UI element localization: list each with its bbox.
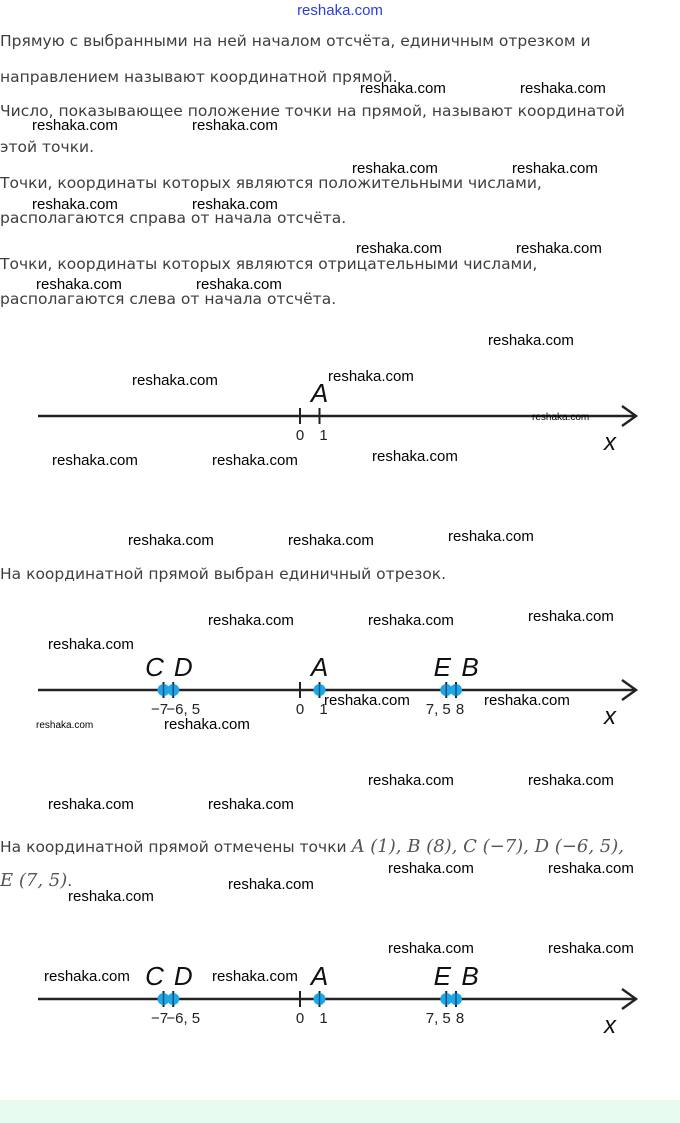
watermark: reshaka.com <box>212 968 298 985</box>
watermark: reshaka.com <box>68 888 154 905</box>
watermark: reshaka.com <box>208 612 294 629</box>
watermark: reshaka.com <box>352 160 438 177</box>
footer-band <box>0 1100 680 1123</box>
tick-label: 0 <box>295 701 305 718</box>
watermark: reshaka.com <box>448 528 534 545</box>
paragraph-text: На координатной прямой отмечены точки <box>0 838 352 856</box>
watermark: reshaka.com <box>512 160 598 177</box>
math-expression: E (7, 5) <box>0 870 68 891</box>
watermark: reshaka.com <box>192 196 278 213</box>
watermark: reshaka.com <box>516 240 602 257</box>
tick-label: −7 <box>150 701 169 718</box>
tick-label: 1 <box>319 427 328 444</box>
point-label: C <box>145 961 164 991</box>
watermark: reshaka.com <box>48 636 134 653</box>
watermark: reshaka.com <box>36 276 122 293</box>
watermark: reshaka.com <box>212 452 298 469</box>
point-label: B <box>461 652 479 682</box>
paragraph-line: располагаются справа от начала отсчёта. <box>0 209 347 227</box>
watermark: reshaka.com <box>196 276 282 293</box>
site-link[interactable]: reshaka.com <box>297 2 383 19</box>
tick-label: 0 <box>295 427 305 444</box>
paragraph-text: . <box>67 872 73 890</box>
watermark: reshaka.com <box>36 720 94 731</box>
watermark: reshaka.com <box>372 448 458 465</box>
site-header <box>0 0 680 22</box>
watermark: reshaka.com <box>528 608 614 625</box>
paragraph-line: На координатной прямой выбран единичный отрезок. <box>0 565 447 583</box>
watermark: reshaka.com <box>520 80 606 97</box>
point-label: C <box>145 652 164 682</box>
watermark: reshaka.com <box>208 796 294 813</box>
watermark: reshaka.com <box>44 968 130 985</box>
tick-label: −7 <box>150 1010 169 1027</box>
watermark: reshaka.com <box>356 240 442 257</box>
paragraph-line <box>0 870 72 891</box>
point-label: B <box>461 961 479 991</box>
paragraph-line <box>0 836 624 857</box>
point-label: D <box>173 961 193 991</box>
axis-label: x <box>604 703 616 730</box>
tick-label: 1 <box>319 1010 328 1027</box>
tick-label: 7, 5 <box>425 701 451 718</box>
point-label: E <box>433 961 451 991</box>
watermark: reshaka.com <box>488 332 574 349</box>
paragraph-line: этой точки. <box>0 138 95 156</box>
watermark: reshaka.com <box>484 692 570 709</box>
axis-label: x <box>604 429 616 456</box>
watermark: reshaka.com <box>368 612 454 629</box>
paragraph-line: Прямую с выбранными на ней началом отсчёта, единичным отрезком и <box>0 32 591 50</box>
watermark: reshaka.com <box>192 117 278 134</box>
watermark: reshaka.com <box>288 532 374 549</box>
tick-label: −6, 5 <box>166 701 201 718</box>
watermark: reshaka.com <box>368 772 454 789</box>
tick-label: −6, 5 <box>166 1010 201 1027</box>
watermark: reshaka.com <box>388 860 474 877</box>
paragraph-line: Число, показывающее положение точки на прямой, называют координатой <box>0 102 625 120</box>
point-label: D <box>173 652 193 682</box>
paragraph-line: располагаются слева от начала отсчёта. <box>0 290 337 308</box>
tick-label: 7, 5 <box>425 1010 451 1027</box>
point-label: A <box>310 961 329 991</box>
watermark: reshaka.com <box>132 372 218 389</box>
watermark: reshaka.com <box>548 940 634 957</box>
paragraph-line: Точки, координаты которых являются отрицательными числами, <box>0 255 538 273</box>
watermark: reshaka.com <box>360 80 446 97</box>
paragraph-line: Точки, координаты которых являются положительными числами, <box>0 174 542 192</box>
watermark: reshaka.com <box>128 532 214 549</box>
watermark: reshaka.com <box>52 452 138 469</box>
tick-label: 8 <box>455 1010 465 1027</box>
watermark: reshaka.com <box>32 117 118 134</box>
point-label: A <box>310 378 329 408</box>
watermark: reshaka.com <box>328 368 414 385</box>
watermark: reshaka.com <box>48 796 134 813</box>
watermark: reshaka.com <box>324 692 410 709</box>
watermark: reshaka.com <box>532 412 590 423</box>
watermark: reshaka.com <box>548 860 634 877</box>
math-expression: A (1), B (8), C (−7), D (−6, 5), <box>351 836 624 857</box>
axis-label: x <box>604 1012 616 1039</box>
tick-label: 1 <box>319 701 328 718</box>
tick-label: 8 <box>455 701 465 718</box>
paragraph-line: направлением называют координатной прямой. <box>0 68 398 86</box>
point-label: A <box>310 652 329 682</box>
tick-label: 0 <box>295 1010 305 1027</box>
watermark: reshaka.com <box>32 196 118 213</box>
watermark: reshaka.com <box>164 716 250 733</box>
watermark: reshaka.com <box>228 876 314 893</box>
point-label: E <box>433 652 451 682</box>
watermark: reshaka.com <box>388 940 474 957</box>
watermark: reshaka.com <box>528 772 614 789</box>
